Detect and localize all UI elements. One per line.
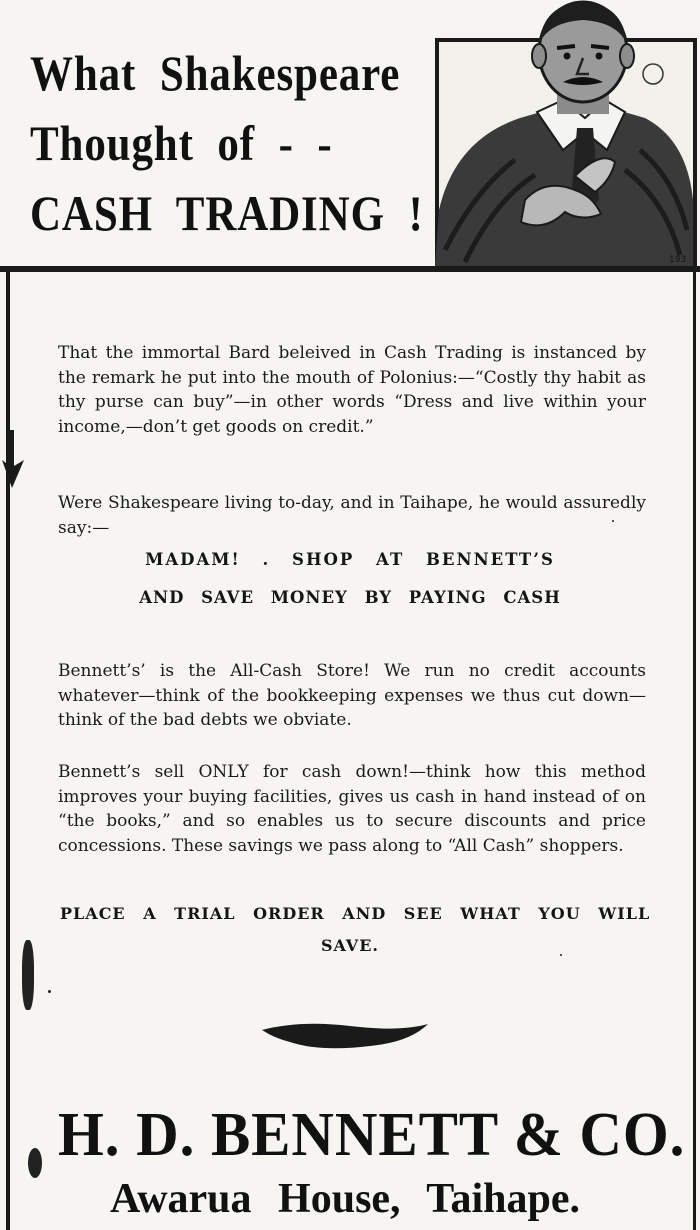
left-ear bbox=[532, 44, 546, 68]
headline bbox=[30, 38, 424, 248]
gentleman-portrait-illustration bbox=[425, 0, 700, 270]
paragraph-cash-down: Bennett’s sell ONLY for cash down!—think how this method improves your buying facilities, gives us cash in hand instead of on “the books,” and so enables us to secure discounts and price concessions. These savings we pass along to “All Cash” shoppers. bbox=[58, 762, 646, 856]
call-to-action-line-2: SAVE. bbox=[321, 936, 379, 955]
headline-line-1: What Shakespeare bbox=[30, 45, 401, 101]
company-name: H. D. BENNETT & CO. bbox=[58, 1101, 686, 1169]
artist-signature: 193 bbox=[669, 255, 687, 265]
portrait-drawing bbox=[425, 0, 700, 270]
ink-blot bbox=[22, 940, 34, 1010]
ink-speck bbox=[560, 954, 562, 956]
arrow-mark-icon bbox=[0, 430, 28, 490]
left-eye bbox=[564, 53, 571, 60]
paragraph-shakespeare-quote: That the immortal Bard beleived in Cash Trading is instanced by the remark he put into the mouth of Polonius:—“Costly thy habit as thy purse can buy”—in other words “Dress and live within your income,—don’t get goods on credit.” bbox=[58, 343, 646, 437]
ink-blot bbox=[28, 1148, 42, 1178]
call-to-action-line-1: PLACE A TRIAL ORDER AND SEE WHAT YOU WILL bbox=[60, 904, 651, 923]
slogan-line-1: MADAM! . SHOP AT BENNETT’S bbox=[145, 550, 555, 569]
headline-line-3: CASH TRADING ! bbox=[30, 185, 424, 241]
paragraph-taihape: Were Shakespeare living to-day, and in Taihape, he would assuredly say:— bbox=[58, 493, 646, 538]
top-rule bbox=[0, 266, 700, 272]
paragraph-all-cash-store: Bennett’s’ is the All-Cash Store! We run no credit accounts whatever—think of the bookkeeping expenses we thus cut down—think of the bad debts we obviate. bbox=[58, 661, 646, 730]
ink-speck bbox=[612, 520, 614, 522]
ink-speck bbox=[48, 990, 51, 993]
right-border bbox=[693, 272, 696, 1230]
ornamental-swash bbox=[260, 1016, 430, 1056]
slogan-line-2: AND SAVE MONEY BY PAYING CASH bbox=[139, 588, 561, 607]
left-border bbox=[6, 272, 10, 1230]
headline-line-2: Thought of - - bbox=[30, 115, 333, 171]
right-ear bbox=[620, 44, 634, 68]
company-address: Awarua House, Taihape. bbox=[110, 1176, 580, 1222]
right-eye bbox=[596, 53, 603, 60]
